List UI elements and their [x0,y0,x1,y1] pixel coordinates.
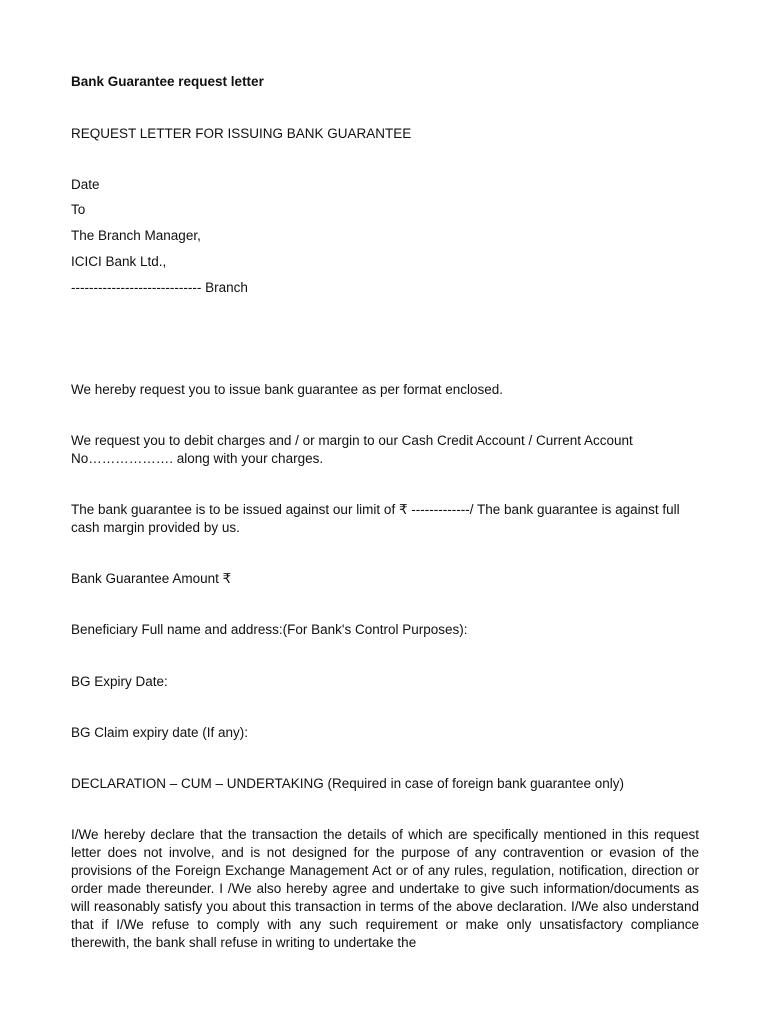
claim-expiry-line: BG Claim expiry date (If any): [71,725,249,740]
declaration-body: I/We hereby declare that the transaction the details of which are specifically mentioned in this request letter does not involve, and is not designed for the purpose of any contravention or evasion of the provisions of the Foreign Exchange Management Act or of any rules, regulation, notification, direction or order made thereunder. I /We also hereby agree and undertake to give such information/documents as will reasonably satisfy you about this transaction in terms of the above declaration. I/We also understand that if I/We refuse to comply with any such requirement or make only unsatisfactory compliance therewith, the bank shall refuse in writing to undertake the [71,827,699,950]
letter-heading: REQUEST LETTER FOR ISSUING BANK GUARANTEE [71,126,412,141]
date-line: Date [71,177,100,192]
request-issue-paragraph: We hereby request you to issue bank guarantee as per format enclosed. [71,382,504,397]
debit-charges-paragraph: We request you to debit charges and / or margin to our Cash Credit Account / Current Account No………………. along with your charges. [71,433,633,466]
recipient-line: The Branch Manager, [71,228,201,243]
beneficiary-line: Beneficiary Full name and address:(For Bank's Control Purposes): [71,622,468,637]
bank-name-line: ICICI Bank Ltd., [71,254,167,269]
limit-paragraph: The bank guarantee is to be issued against our limit of ₹ -------------/ The bank guarantee is against full cash margin provided by us. [71,502,680,535]
to-line: To [71,202,86,217]
document-title: Bank Guarantee request letter [71,74,264,89]
branch-line: ----------------------------- Branch [71,280,248,295]
expiry-date-line: BG Expiry Date: [71,674,168,689]
amount-line: Bank Guarantee Amount ₹ [71,571,232,586]
declaration-heading: DECLARATION – CUM – UNDERTAKING (Required in case of foreign bank guarantee only) [71,776,624,791]
